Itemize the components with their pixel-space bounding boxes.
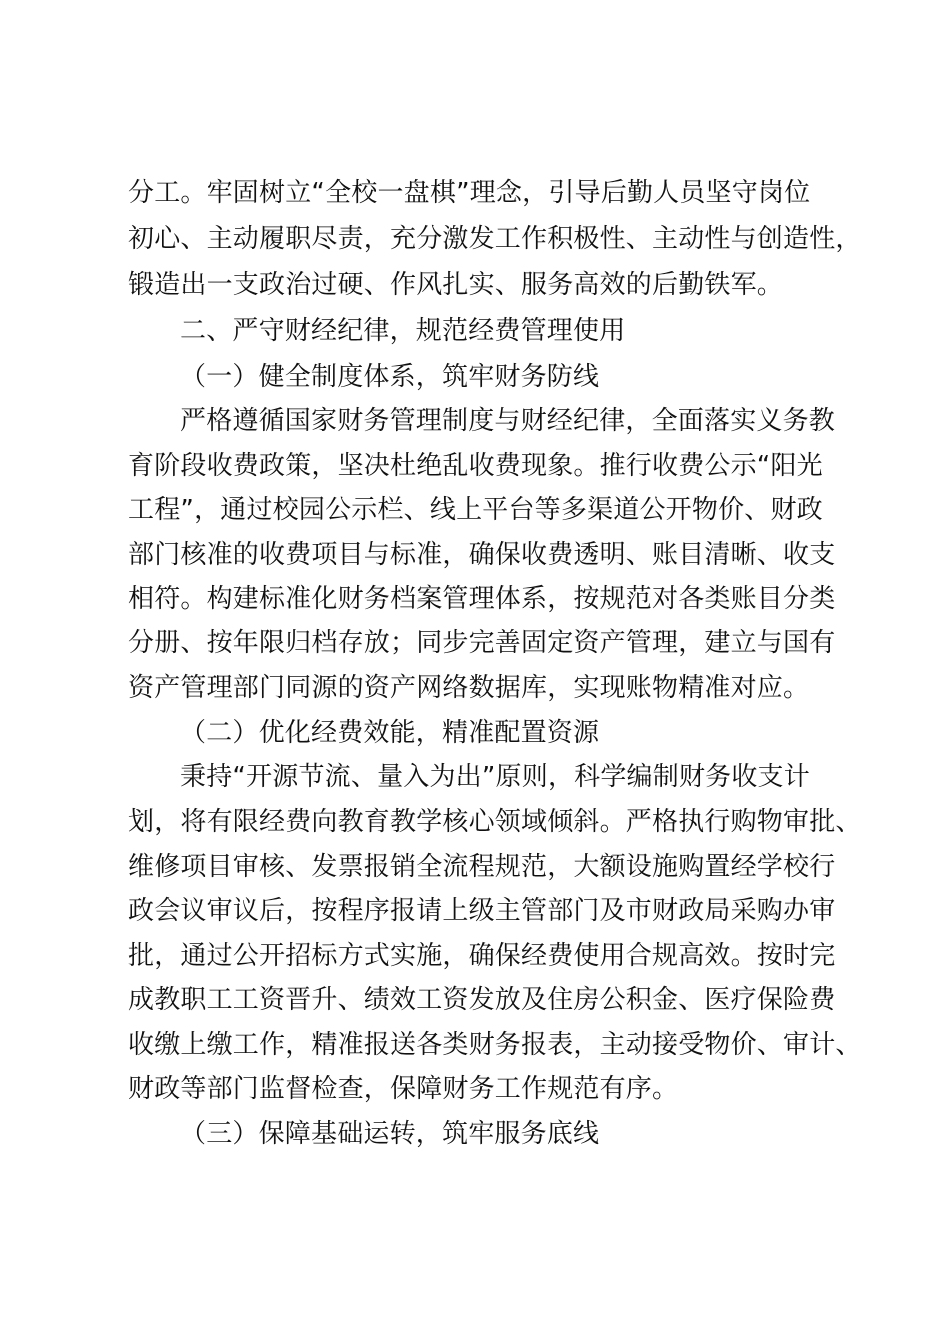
paragraph-line: 锻造出一支政治过硬、作风扎实、服务高效的后勤铁军。 bbox=[128, 270, 784, 300]
paragraph-line: 部门核准的收费项目与标准，确保收费透明、账目清晰、收支 bbox=[128, 540, 836, 570]
subsection-heading: （一）健全制度体系，筑牢财务防线 bbox=[180, 362, 600, 392]
paragraph-line: 批，通过公开招标方式实施，确保经费使用合规高效。按时完 bbox=[128, 941, 836, 971]
paragraph-line: 秉持“开源节流、量入为出”原则，科学编制财务收支计 bbox=[180, 762, 810, 792]
paragraph-line: 初心、主动履职尽责，充分激发工作积极性、主动性与创造性， bbox=[128, 224, 862, 254]
paragraph-line: 工程”，通过校园公示栏、线上平台等多渠道公开物价、财政 bbox=[128, 495, 823, 525]
paragraph-line: 育阶段收费政策，坚决杜绝乱收费现象。推行收费公示“阳光 bbox=[128, 451, 823, 481]
paragraph-line: 分册、按年限归档存放；同步完善固定资产管理，建立与国有 bbox=[128, 628, 836, 658]
paragraph-line: 严格遵循国家财务管理制度与财经纪律，全面落实义务教 bbox=[180, 406, 836, 436]
subsection-heading: （三）保障基础运转，筑牢服务底线 bbox=[180, 1119, 600, 1149]
paragraph-line: 政会议审议后，按程序报请上级主管部门及市财政局采购办审 bbox=[128, 896, 836, 926]
paragraph-line: 维修项目审核、发票报销全流程规范，大额设施购置经学校行 bbox=[128, 852, 836, 882]
paragraph-line: 成教职工工资晋升、绩效工资发放及住房公积金、医疗保险费 bbox=[128, 985, 836, 1015]
paragraph-line: 财政等部门监督检查，保障财务工作规范有序。 bbox=[128, 1074, 679, 1104]
section-heading: 二、严守财经纪律，规范经费管理使用 bbox=[180, 316, 626, 346]
paragraph-line: 分工。牢固树立“全校一盘棋”理念，引导后勤人员坚守岗位 bbox=[128, 178, 811, 208]
paragraph-line: 收缴上缴工作，精准报送各类财务报表，主动接受物价、审计、 bbox=[128, 1030, 862, 1060]
paragraph-line: 划，将有限经费向教育教学核心领域倾斜。严格执行购物审批、 bbox=[128, 807, 862, 837]
paragraph-line: 相符。构建标准化财务档案管理体系，按规范对各类账目分类 bbox=[128, 584, 836, 614]
paragraph-line: 资产管理部门同源的资产网络数据库，实现账物精准对应。 bbox=[128, 673, 810, 703]
subsection-heading: （二）优化经费效能，精准配置资源 bbox=[180, 718, 600, 748]
